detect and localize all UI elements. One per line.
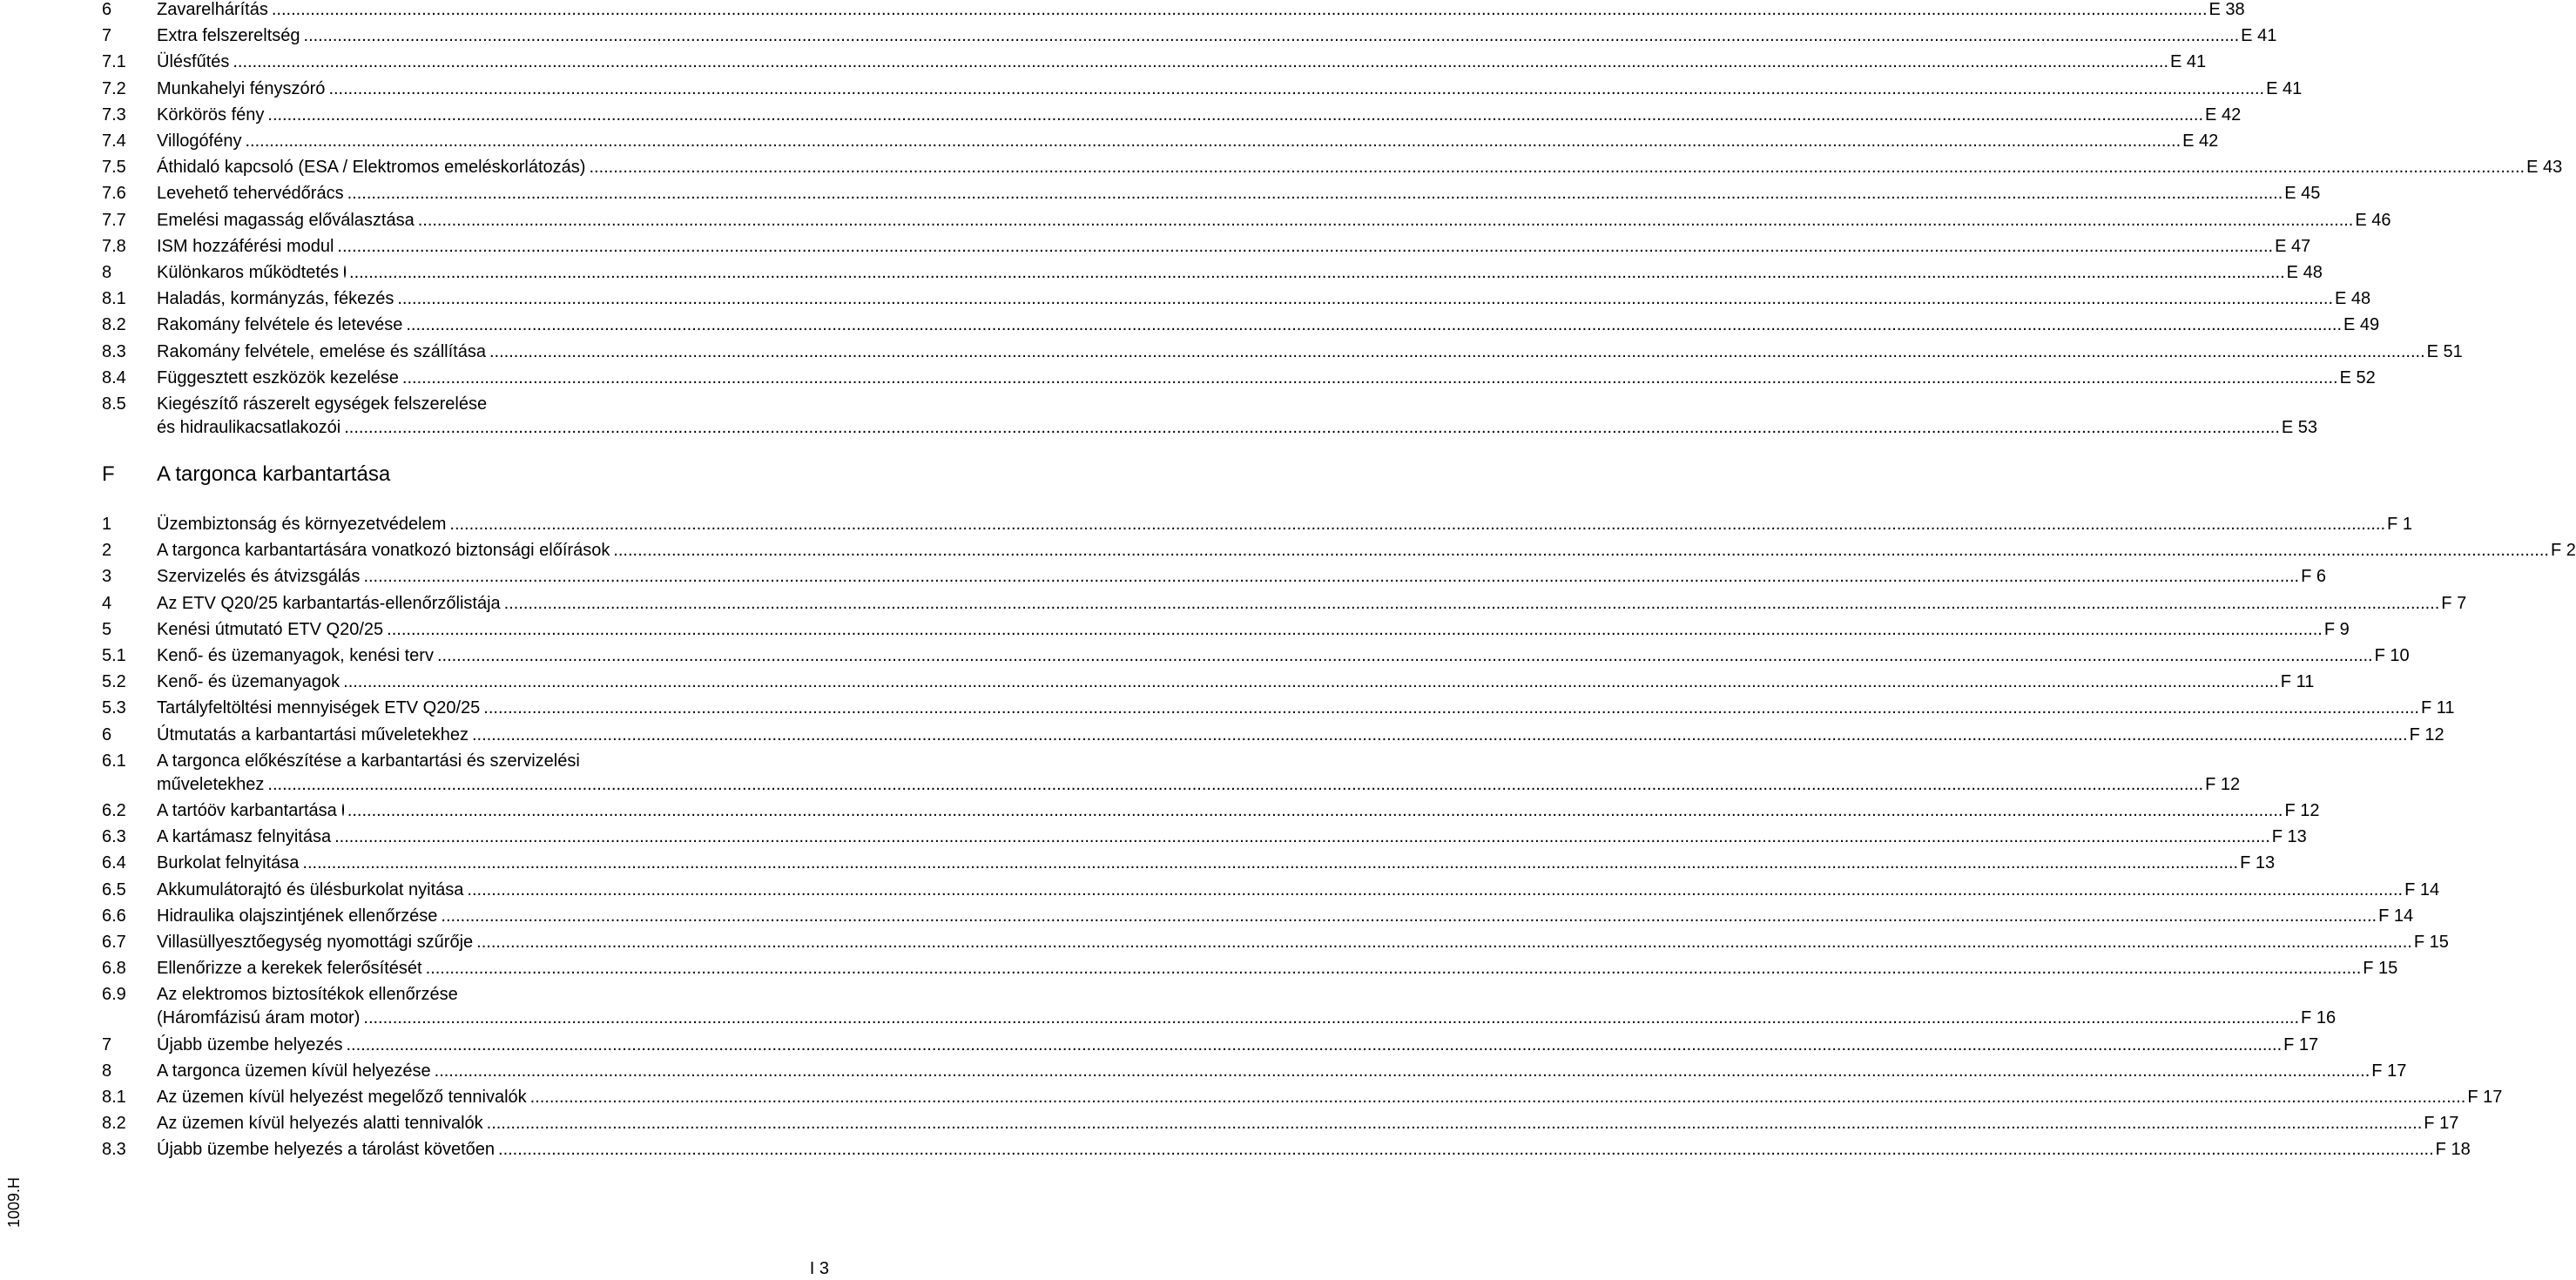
toc-entry[interactable]	[0, 233, 2311, 259]
dot-leader: ................................................................................................................................................................................................................................................................................................................................................................................................................	[267, 774, 2204, 794]
toc-entry-number: 6	[102, 724, 112, 744]
toc-entry-page: E 51	[2426, 341, 2463, 361]
toc-entry-title: Szervizelés és átvizsgálás	[157, 567, 361, 587]
toc-entry-page: F 17	[2283, 1034, 2319, 1054]
toc-entry-page: F 12	[2205, 774, 2241, 794]
toc-entry-line	[157, 695, 2455, 721]
dot-leader: ................................................................................................................................................................................................................................................................................................................................................................................................................	[344, 418, 2280, 437]
toc-entry-number: 5.1	[102, 646, 126, 665]
toc-entry[interactable]	[0, 511, 2412, 537]
toc-entry-title: A tartóöv karbantartása	[157, 801, 337, 820]
toc-entry[interactable]	[0, 877, 2440, 903]
dot-leader: ................................................................................................................................................................................................................................................................................................................................................................................................................	[343, 672, 2279, 692]
toc-entry-line	[157, 850, 2276, 876]
toc-entry-title: Kenő- és üzemanyagok	[157, 672, 341, 692]
toc-entry[interactable]	[0, 929, 2449, 955]
toc-entry-number: 8.3	[102, 341, 126, 361]
dot-leader: ................................................................................................................................................................................................................................................................................................................................................................................................................	[347, 801, 2283, 820]
toc-entry-page: E 48	[2335, 289, 2371, 309]
toc-entry-number: 8.2	[102, 1114, 126, 1134]
toc-entry-title: Különkaros működtetés	[157, 263, 340, 282]
dot-leader: ................................................................................................................................................................................................................................................................................................................................................................................................................	[406, 315, 2343, 335]
document-code: 1009.H	[5, 1176, 23, 1228]
dot-leader: ................................................................................................................................................................................................................................................................................................................................................................................................................	[471, 724, 2408, 744]
dot-leader: ................................................................................................................................................................................................................................................................................................................................................................................................................	[334, 827, 2270, 847]
toc-entry-number: 8.2	[102, 315, 126, 335]
dot-leader: ................................................................................................................................................................................................................................................................................................................................................................................................................	[363, 567, 2300, 587]
dot-leader: ................................................................................................................................................................................................................................................................................................................................................................................................................	[328, 78, 2265, 98]
toc-entry-page: F 18	[2435, 1140, 2471, 1160]
toc-entry-line	[157, 1005, 2337, 1031]
toc-entry-title: Körkörös fény	[157, 104, 265, 125]
toc-entry[interactable]	[0, 259, 2323, 286]
toc-entry-title: Villogófény	[157, 131, 242, 151]
dot-leader: ................................................................................................................................................................................................................................................................................................................................................................................................................	[271, 0, 2208, 19]
toc-entry-page: F 16	[2301, 1008, 2337, 1028]
toc-entry[interactable]	[0, 1058, 2407, 1084]
toc-entry[interactable]	[0, 1136, 2471, 1162]
toc-entry-page: F 17	[2371, 1061, 2407, 1081]
toc-entry-title: Ellenőrizze a kerekek felerősítését	[157, 959, 422, 979]
toc-entry-title: Függesztett eszközök kezelése	[157, 367, 399, 387]
toc-entry[interactable]	[0, 1005, 2337, 1031]
dot-leader: ................................................................................................................................................................................................................................................................................................................................................................................................................	[436, 646, 2373, 665]
toc-entry[interactable]	[0, 23, 2277, 49]
dot-leader: ................................................................................................................................................................................................................................................................................................................................................................................................................	[449, 515, 2386, 534]
toc-entry-line	[157, 1084, 2503, 1110]
toc-entry-title: Az ETV Q20/25 karbantartás-ellenőrzőlistája	[157, 593, 501, 613]
dot-leader: ................................................................................................................................................................................................................................................................................................................................................................................................................	[346, 1034, 2283, 1054]
toc-entry-line	[157, 49, 2207, 75]
toc-entry-number: 6.1	[102, 751, 126, 771]
toc-entry-title: Munkahelyi fényszóró	[157, 78, 326, 98]
toc-entry-page: F 12	[2284, 801, 2320, 820]
dot-leader: ................................................................................................................................................................................................................................................................................................................................................................................................................	[245, 131, 2182, 151]
toc-entry-page: F 10	[2374, 646, 2410, 665]
toc-entry-line	[157, 877, 2440, 903]
toc-entry-number: 8	[102, 1061, 112, 1081]
toc-entry-number: 4	[102, 593, 112, 613]
toc-entry-title: Ülésfűtés	[157, 52, 230, 72]
toc-entry-line	[157, 722, 2445, 748]
toc-entry-number: 6.9	[102, 985, 126, 1005]
toc-entry[interactable]	[0, 286, 2371, 312]
toc-entry-title: műveletekhez	[157, 774, 265, 794]
toc-entry-title: Burkolat felnyitása	[157, 853, 300, 873]
toc-entry-title: Útmutatás a karbantartási műveletekhez	[157, 724, 469, 744]
toc-entry-title: Akkumulátorajtó és ülésburkolat nyitása	[157, 879, 464, 899]
toc-entry-page: F 17	[2467, 1088, 2503, 1107]
toc-entry-line	[157, 537, 2576, 563]
toc-entry-page: F 12	[2409, 724, 2445, 744]
toc-entry-title-line1: Kiegészítő rászerelt egységek felszerelése	[157, 394, 488, 414]
toc-entry-page: E 49	[2343, 315, 2380, 335]
toc-entry-page: F 1	[2387, 515, 2412, 534]
toc-entry-page: E 41	[2170, 52, 2207, 72]
toc-entry-number: 8.5	[102, 394, 126, 414]
toc-entry-line	[157, 616, 2350, 643]
optional-equipment-circle-icon	[344, 266, 346, 278]
toc-entry-title: Emelési magasság előválasztása	[157, 210, 415, 230]
toc-entry-line	[157, 259, 2323, 286]
toc-entry-line	[157, 903, 2414, 929]
dot-leader: ................................................................................................................................................................................................................................................................................................................................................................................................................	[349, 263, 2285, 282]
dot-leader: ................................................................................................................................................................................................................................................................................................................................................................................................................	[441, 906, 2377, 926]
toc-entry[interactable]	[0, 154, 2563, 180]
toc-entry-page: E 38	[2208, 0, 2245, 19]
dot-leader: ................................................................................................................................................................................................................................................................................................................................................................................................................	[476, 933, 2412, 952]
toc-entry-page: F 2	[2550, 541, 2576, 561]
toc-entry-page: F 7	[2441, 593, 2467, 613]
toc-entry-title: Áthidaló kapcsoló (ESA / Elektromos emeléskorlátozás)	[157, 158, 586, 178]
toc-entry[interactable]	[0, 339, 2463, 365]
toc-entry-page: E 52	[2339, 367, 2376, 387]
toc-entry-number: 5.2	[102, 672, 126, 692]
section-title: A targonca karbantartása	[157, 462, 391, 486]
toc-entry[interactable]	[0, 49, 2207, 75]
toc-entry-line	[157, 1032, 2319, 1058]
toc-entry-number: 7	[102, 26, 112, 46]
toc-entry-title: Hidraulika olajszintjének ellenőrzése	[157, 906, 438, 926]
toc-entry-line	[157, 643, 2410, 669]
toc-entry-line	[157, 23, 2277, 49]
toc-entry-number: 7.2	[102, 78, 126, 98]
toc-entry-first-line	[0, 748, 836, 774]
toc-entry-title: A targonca üzemen kívül helyezése	[157, 1061, 431, 1081]
toc-entry-title: Az üzemen kívül helyezést megelőző tennivalók	[157, 1088, 527, 1107]
toc-entry[interactable]	[0, 537, 2576, 563]
toc-entry-number: 2	[102, 541, 112, 561]
toc-entry[interactable]	[0, 207, 2391, 233]
dot-leader: ................................................................................................................................................................................................................................................................................................................................................................................................................	[363, 1008, 2300, 1028]
toc-entry[interactable]	[0, 722, 2445, 748]
toc-entry-title: Kenési útmutató ETV Q20/25	[157, 619, 384, 639]
toc-entry-number: 7.3	[102, 104, 126, 125]
toc-entry-line	[157, 955, 2398, 981]
toc-entry-line	[157, 0, 2245, 23]
toc-entry-line	[157, 180, 2321, 206]
toc-entry-line	[157, 511, 2412, 537]
toc-entry-number: 6.7	[102, 933, 126, 952]
toc-entry-number: 7.8	[102, 236, 126, 256]
toc-entry-number: 7.7	[102, 210, 126, 230]
toc-entry-line	[157, 669, 2315, 695]
toc-entry-number: 6.2	[102, 801, 126, 820]
toc-entry[interactable]	[0, 1032, 2319, 1058]
toc-entry-number: 8.1	[102, 1088, 126, 1107]
toc-entry-page: E 46	[2355, 210, 2391, 230]
toc-entry-line	[157, 128, 2219, 154]
dot-leader: ................................................................................................................................................................................................................................................................................................................................................................................................................	[417, 210, 2354, 230]
toc-entry[interactable]	[0, 0, 2245, 23]
toc-entry-line	[157, 233, 2311, 259]
toc-entry-number: 1	[102, 515, 112, 534]
toc-entry-title: Újabb üzembe helyezés a tárolást követően	[157, 1140, 496, 1160]
toc-entry-page: E 45	[2284, 184, 2321, 204]
toc-entry-number: 7	[102, 1034, 112, 1054]
dot-leader: ................................................................................................................................................................................................................................................................................................................................................................................................................	[233, 52, 2169, 72]
toc-entry-line	[157, 339, 2463, 365]
toc-entry-number: 7.5	[102, 158, 126, 178]
toc-entry-page: E 48	[2286, 263, 2323, 282]
toc-entry-number: 3	[102, 567, 112, 587]
toc-entry-title: Zavarelhárítás	[157, 0, 268, 19]
dot-leader: ................................................................................................................................................................................................................................................................................................................................................................................................................	[486, 1114, 2423, 1134]
toc-entry-page: E 41	[2241, 26, 2277, 46]
toc-entry-line	[157, 590, 2467, 616]
toc-entry-line	[157, 312, 2380, 338]
dot-leader: ................................................................................................................................................................................................................................................................................................................................................................................................................	[529, 1088, 2466, 1107]
toc-entry-title: Rakomány felvétele, emelése és szállítása	[157, 341, 486, 361]
toc-entry-title-line1: Az elektromos biztosítékok ellenőrzése	[157, 985, 458, 1005]
toc-entry-page: F 14	[2404, 879, 2440, 899]
toc-entry[interactable]	[0, 563, 2326, 589]
toc-entry[interactable]	[0, 365, 2376, 391]
toc-entry-title: A kartámasz felnyitása	[157, 827, 332, 847]
toc-entry[interactable]	[0, 1110, 2459, 1136]
toc-entry-number: 7.6	[102, 184, 126, 204]
toc-entry-number: 6.8	[102, 959, 126, 979]
toc-entry-number: 7.1	[102, 52, 126, 72]
dot-leader: ................................................................................................................................................................................................................................................................................................................................................................................................................	[498, 1140, 2434, 1160]
toc-entry-line	[157, 771, 2241, 798]
toc-entry-title: és hidraulikacsatlakozói	[157, 418, 341, 437]
toc-entry[interactable]	[0, 102, 2242, 128]
toc-entry-line	[157, 1110, 2459, 1136]
toc-entry-line	[157, 798, 2320, 824]
toc-entry-page: E 47	[2275, 236, 2311, 256]
dot-leader: ................................................................................................................................................................................................................................................................................................................................................................................................................	[503, 593, 2440, 613]
toc-entry-line	[157, 1058, 2407, 1084]
toc-entry-number: 8.3	[102, 1140, 126, 1160]
toc-entry[interactable]	[0, 590, 2467, 616]
toc-entry[interactable]	[0, 76, 2303, 102]
toc-entry-line	[157, 154, 2563, 180]
toc-entry[interactable]	[0, 669, 2315, 695]
dot-leader: ................................................................................................................................................................................................................................................................................................................................................................................................................	[613, 541, 2549, 561]
toc-entry[interactable]	[0, 824, 2307, 850]
toc-entry-page: F 9	[2323, 619, 2350, 639]
toc-entry-title: (Háromfázisú áram motor)	[157, 1008, 361, 1028]
toc-entry-title: Újabb üzembe helyezés	[157, 1034, 343, 1054]
toc-entry-number: 5	[102, 619, 112, 639]
toc-entry-title: Rakomány felvétele és letevése	[157, 315, 403, 335]
section-heading	[0, 459, 836, 490]
dot-leader: ................................................................................................................................................................................................................................................................................................................................................................................................................	[489, 341, 2425, 361]
dot-leader: ................................................................................................................................................................................................................................................................................................................................................................................................................	[434, 1061, 2370, 1081]
toc-entry[interactable]	[0, 616, 2350, 643]
toc-entry-title: Levehető tehervédőrács	[157, 184, 344, 204]
dot-leader: ................................................................................................................................................................................................................................................................................................................................................................................................................	[387, 619, 2323, 639]
toc-entry-title: Villasüllyesztőegység nyomottági szűrője	[157, 933, 474, 952]
toc-entry-page: F 11	[2280, 672, 2315, 692]
toc-entry-number: 6.6	[102, 906, 126, 926]
toc-entry-page: E 43	[2526, 158, 2563, 178]
toc-entry-number: 6.4	[102, 853, 126, 873]
toc-entry-number: 8.4	[102, 367, 126, 387]
dot-leader: ................................................................................................................................................................................................................................................................................................................................................................................................................	[267, 104, 2204, 125]
toc-entry-line	[157, 414, 2318, 441]
toc-entry-number: 8	[102, 263, 112, 282]
toc-entry[interactable]	[0, 643, 2410, 669]
dot-leader: ................................................................................................................................................................................................................................................................................................................................................................................................................	[302, 853, 2239, 873]
dot-leader: ................................................................................................................................................................................................................................................................................................................................................................................................................	[425, 959, 2362, 979]
toc-entry-first-line	[0, 981, 836, 1007]
toc-entry-number: 6.5	[102, 879, 126, 899]
toc-entry-page: E 42	[2182, 131, 2219, 151]
toc-entry[interactable]	[0, 695, 2455, 721]
toc-entry[interactable]	[0, 128, 2219, 154]
toc-entry-first-line	[0, 391, 836, 417]
section-letter: F	[102, 462, 115, 486]
toc-entry-page: F 13	[2271, 827, 2307, 847]
page-number: I 3	[809, 1259, 829, 1278]
dot-leader: ................................................................................................................................................................................................................................................................................................................................................................................................................	[401, 367, 2338, 387]
toc-entry-number: 7.4	[102, 131, 126, 151]
toc-entry-line	[157, 76, 2303, 102]
toc-entry-title: A targonca karbantartására vonatkozó biztonsági előírások	[157, 541, 610, 561]
toc-entry-page: F 17	[2424, 1114, 2459, 1134]
toc-entry-line	[157, 824, 2307, 850]
toc-entry-line	[157, 102, 2242, 128]
toc-entry-page: F 15	[2413, 933, 2449, 952]
dot-leader: ................................................................................................................................................................................................................................................................................................................................................................................................................	[467, 879, 2404, 899]
toc-entry-page: E 42	[2205, 104, 2242, 125]
toc-entry-line	[157, 286, 2371, 312]
toc-entry-number: 8.1	[102, 289, 126, 309]
toc-entry[interactable]	[0, 798, 2320, 824]
toc-entry[interactable]	[0, 771, 2241, 798]
optional-equipment-circle-icon	[342, 804, 344, 816]
toc-entry-title: Kenő- és üzemanyagok, kenési terv	[157, 646, 434, 665]
toc-entry[interactable]	[0, 312, 2380, 338]
toc-entry[interactable]	[0, 414, 2318, 441]
toc-entry-title-line1: A targonca előkészítése a karbantartási és szervizelési	[157, 751, 580, 771]
toc-entry-number: 5.3	[102, 698, 126, 718]
toc-entry-line	[157, 1136, 2471, 1162]
toc-entry[interactable]	[0, 903, 2414, 929]
toc-entry-line	[157, 365, 2376, 391]
toc-entry-page: F 14	[2378, 906, 2414, 926]
dot-leader: ................................................................................................................................................................................................................................................................................................................................................................................................................	[347, 184, 2283, 204]
toc-entry-title: Haladás, kormányzás, fékezés	[157, 289, 394, 309]
toc-entry-page: F 15	[2363, 959, 2398, 979]
toc-entry-title: Tartályfeltöltési mennyiségek ETV Q20/25	[157, 698, 481, 718]
dot-leader: ................................................................................................................................................................................................................................................................................................................................................................................................................	[303, 26, 2240, 46]
toc-entry-number: 6	[102, 0, 112, 19]
toc-entry-number: 6.3	[102, 827, 126, 847]
dot-leader: ................................................................................................................................................................................................................................................................................................................................................................................................................	[337, 236, 2274, 256]
toc-entry[interactable]	[0, 1084, 2503, 1110]
toc-entry-page: F 11	[2420, 698, 2455, 718]
toc-entry-line	[157, 929, 2449, 955]
toc-entry-title: Üzembiztonság és környezetvédelem	[157, 515, 447, 534]
dot-leader: ................................................................................................................................................................................................................................................................................................................................................................................................................	[589, 158, 2525, 178]
toc-entry-line	[157, 563, 2326, 589]
toc-entry-title: Extra felszereltség	[157, 26, 300, 46]
toc-entry-title: Az üzemen kívül helyezés alatti tennivalók	[157, 1114, 483, 1134]
toc-entry-page: E 53	[2281, 418, 2318, 437]
toc-entry-page: E 41	[2266, 78, 2303, 98]
toc-entry-line	[157, 207, 2391, 233]
toc-entry-page: F 13	[2240, 853, 2276, 873]
toc-entry-title: ISM hozzáférési modul	[157, 236, 334, 256]
toc-entry[interactable]	[0, 850, 2276, 876]
toc-entry[interactable]	[0, 180, 2321, 206]
dot-leader: ................................................................................................................................................................................................................................................................................................................................................................................................................	[397, 289, 2333, 309]
toc-entry[interactable]	[0, 955, 2398, 981]
dot-leader: ................................................................................................................................................................................................................................................................................................................................................................................................................	[483, 698, 2419, 718]
toc-entry-page: F 6	[2301, 567, 2326, 587]
